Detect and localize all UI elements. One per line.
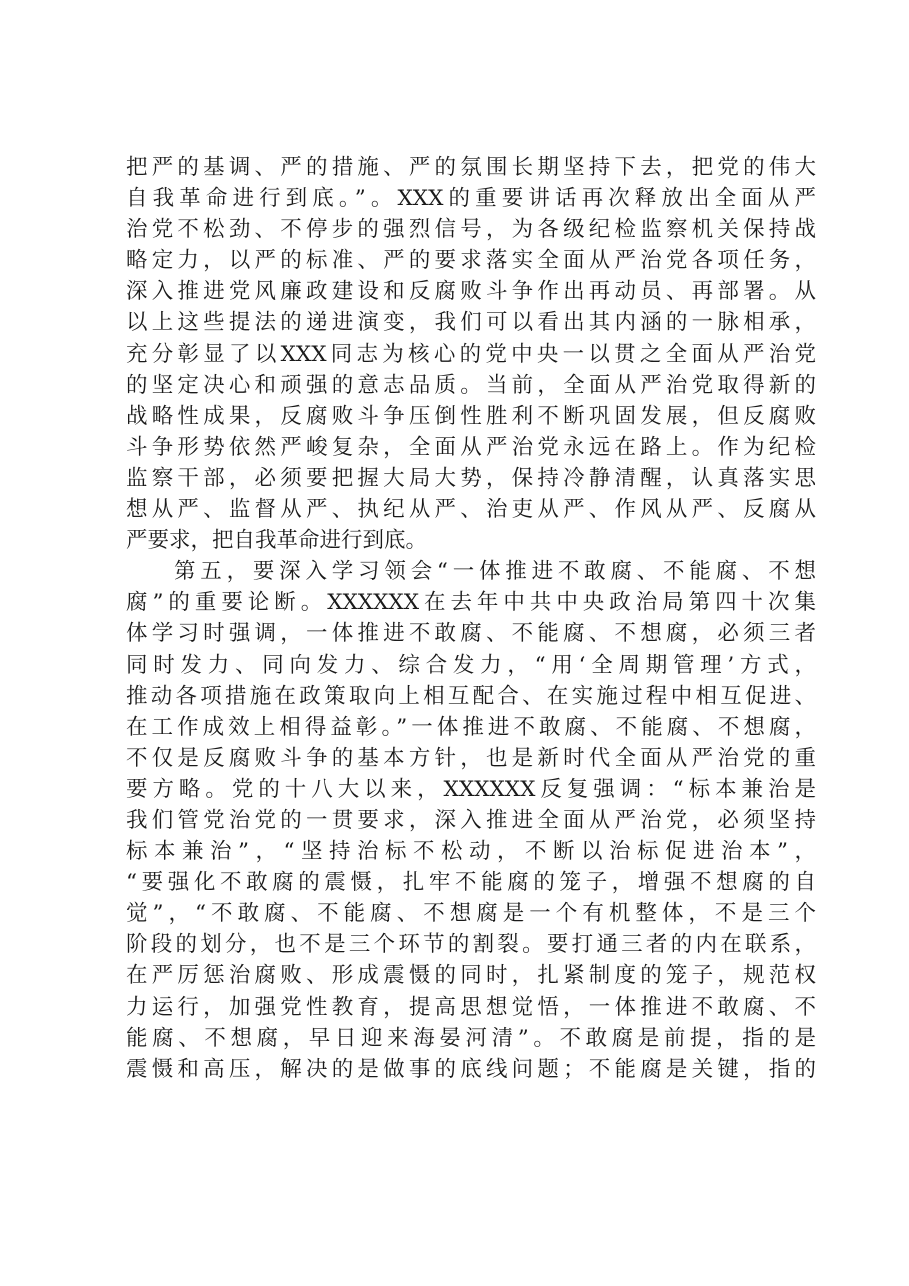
text-line: 推动各项措施在政策取向上相互配合、在实施过程中相互促进、	[126, 683, 816, 709]
text-line: 要方略。党的十八大以来，XXXXXX反复强调：“标本兼治是	[126, 776, 816, 802]
text-line: 在工作成效上相得益彰。”一体推进不敢腐、不能腐、不想腐，	[126, 714, 816, 740]
body-text	[126, 152, 816, 1085]
text-line: 我们管党治党的一贯要求，深入推进全面从严治党，必须坚持	[126, 807, 816, 833]
text-line: 以上这些提法的递进演变，我们可以看出其内涵的一脉相承，	[126, 310, 816, 336]
text-line: 第五，要深入学习领会“一体推进不敢腐、不能腐、不想	[174, 559, 816, 585]
text-line: 战略性成果，反腐败斗争压倒性胜利不断巩固发展，但反腐败	[126, 403, 816, 429]
text-line: 不仅是反腐败斗争的基本方针，也是新时代全面从严治党的重	[126, 745, 816, 771]
text-line: 把严的基调、严的措施、严的氛围长期坚持下去，把党的伟大	[126, 155, 816, 180]
text-line: 阶段的划分，也不是三个环节的割裂。要打通三者的内在联系，	[126, 932, 816, 958]
text-line: 力运行，加强党性教育，提高思想觉悟，一体推进不敢腐、不	[126, 994, 816, 1020]
text-line: 深入推进党风廉政建设和反腐败斗争作出再动员、再部署。从	[126, 279, 816, 305]
text-line: 觉”，“不敢腐、不能腐、不想腐是一个有机整体，不是三个	[126, 901, 816, 927]
text-line: 斗争形势依然严峻复杂，全面从严治党永远在路上。作为纪检	[126, 434, 816, 460]
text-line: 略定力，以严的标准、严的要求落实全面从严治党各项任务，	[126, 248, 816, 274]
text-line: 监察干部，必须要把握大局大势，保持冷静清醒，认真落实思	[126, 465, 816, 491]
text-line: 治党不松劲、不停步的强烈信号，为各级纪检监察机关保持战	[126, 217, 816, 243]
text-line: 能腐、不想腐，早日迎来海晏河清”。不敢腐是前提，指的是	[126, 1025, 816, 1051]
text-line: 严要求，把自我革命进行到底。	[126, 528, 428, 554]
text-line: 自我革命进行到底。”。XXX的重要讲话再次释放出全面从严	[126, 186, 816, 212]
text-line: 震慑和高压，解决的是做事的底线问题；不能腐是关键，指的	[126, 1056, 816, 1082]
text-line: 腐”的重要论断。XXXXXX在去年中共中央政治局第四十次集	[126, 590, 816, 616]
text-line: 想从严、监督从严、执纪从严、治吏从严、作风从严、反腐从	[126, 497, 816, 523]
text-line: 的坚定决心和顽强的意志品质。当前，全面从严治党取得新的	[126, 372, 816, 398]
text-line: “要强化不敢腐的震慑，扎牢不能腐的笼子，增强不想腐的自	[126, 870, 816, 896]
text-line: 体学习时强调，一体推进不敢腐、不能腐、不想腐，必须三者	[126, 621, 816, 647]
text-line: 在严厉惩治腐败、形成震慑的同时，扎紧制度的笼子，规范权	[126, 963, 816, 989]
text-line: 同时发力、同向发力、综合发力，“用‘全周期管理’方式，	[126, 652, 816, 678]
text-line: 充分彰显了以XXX同志为核心的党中央一以贯之全面从严治党	[126, 341, 816, 367]
text-line: 标本兼治”，“坚持治标不松动，不断以治标促进治本”，	[126, 839, 816, 865]
